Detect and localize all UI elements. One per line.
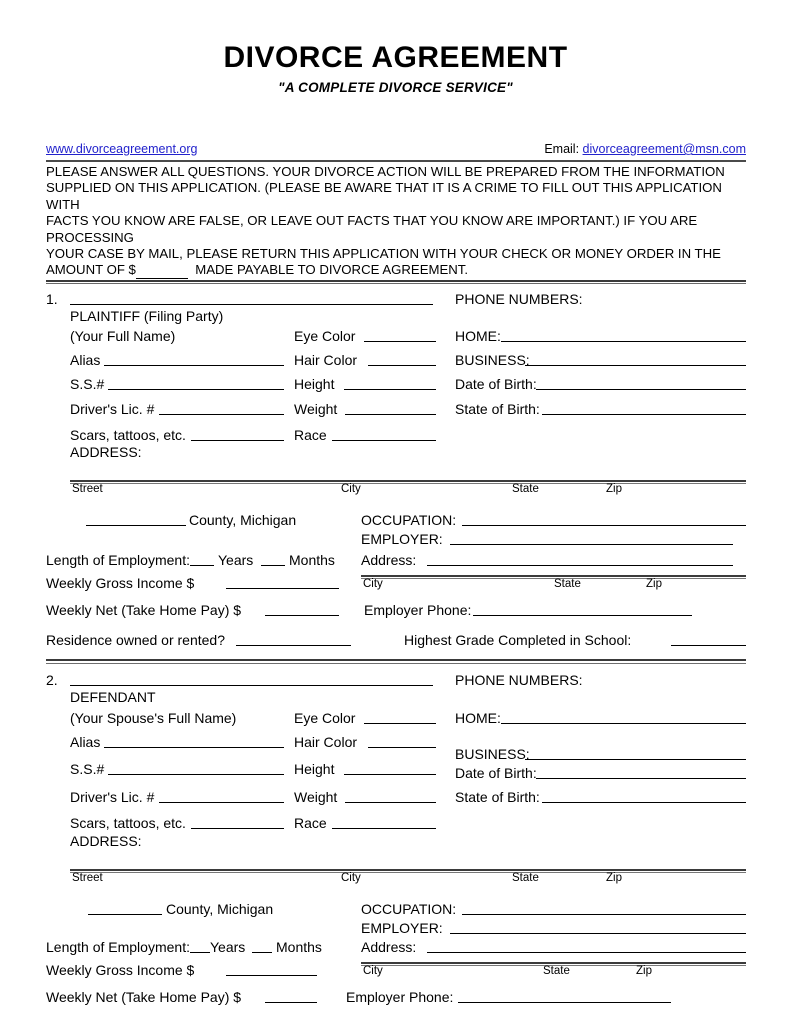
- defendant-race-label: Race: [294, 814, 327, 831]
- defendant-drivers-lic-input[interactable]: [159, 789, 284, 803]
- plaintiff-number: 1.: [46, 291, 58, 308]
- instructions-divider: [46, 280, 746, 285]
- defendant-ssn-label: S.S.#: [70, 760, 105, 777]
- document-content: [46, 140, 746, 1005]
- defendant-weight-input[interactable]: [345, 789, 436, 803]
- plaintiff-hair-color-label: Hair Color: [294, 352, 358, 369]
- defendant-height-input[interactable]: [344, 761, 436, 775]
- defendant-role-label: DEFENDANT: [70, 688, 156, 705]
- defendant-name-hint: (Your Spouse's Full Name): [70, 709, 237, 726]
- defendant-employer-address-input[interactable]: [427, 939, 746, 953]
- defendant-employer-phone-input[interactable]: [458, 989, 671, 1003]
- amount-suffix: MADE PAYABLE TO DIVORCE AGREEMENT.: [195, 262, 469, 278]
- plaintiff-hair-color-input[interactable]: [368, 352, 436, 366]
- defendant-city-label: City: [341, 871, 361, 884]
- page-title: DIVORCE AGREEMENT: [223, 41, 568, 74]
- defendant-employer-address-label: Address:: [361, 938, 417, 955]
- plaintiff-highest-grade-input[interactable]: [671, 632, 746, 646]
- instructions-line-1: PLEASE ANSWER ALL QUESTIONS. YOUR DIVORCE ACTION WILL BE PREPARED FROM THE INFORMATION: [46, 164, 725, 179]
- plaintiff-weight-label: Weight: [294, 401, 338, 418]
- plaintiff-weight-input[interactable]: [345, 401, 436, 415]
- plaintiff-employer-input[interactable]: [450, 531, 733, 545]
- defendant-street-label: Street: [72, 871, 103, 884]
- defendant-weekly-net-label: Weekly Net (Take Home Pay) $: [46, 988, 242, 1005]
- plaintiff-occupation-label: OCCUPATION:: [361, 512, 457, 529]
- defendant-county-label: County, Michigan: [166, 900, 274, 917]
- defendant-business-phone-input[interactable]: [525, 746, 746, 760]
- plaintiff-eye-color-input[interactable]: [364, 328, 436, 342]
- plaintiff-weekly-net-label: Weekly Net (Take Home Pay) $: [46, 602, 242, 619]
- defendant-employer-state-label: State: [543, 964, 570, 977]
- plaintiff-years-label: Years: [218, 552, 254, 569]
- plaintiff-residence-input[interactable]: [236, 632, 351, 646]
- defendant-weekly-gross-label: Weekly Gross Income $: [46, 961, 195, 978]
- defendant-address-label: ADDRESS:: [70, 832, 142, 849]
- plaintiff-role-label: PLAINTIFF (Filing Party): [70, 308, 224, 325]
- defendant-alias-label: Alias: [70, 733, 101, 750]
- plaintiff-employer-state-label: State: [554, 578, 581, 591]
- plaintiff-county-input[interactable]: [86, 512, 186, 526]
- defendant-weight-label: Weight: [294, 788, 338, 805]
- defendant-alias-input[interactable]: [104, 734, 284, 748]
- defendant-home-phone-input[interactable]: [501, 710, 746, 724]
- defendant-height-label: Height: [294, 760, 335, 777]
- email-label: Email:: [544, 142, 580, 156]
- contact-links-row: [46, 140, 746, 160]
- plaintiff-business-phone-label: BUSINESS:: [455, 352, 530, 369]
- plaintiff-employment-years-input[interactable]: [190, 552, 214, 566]
- defendant-state-label: State: [512, 871, 539, 884]
- plaintiff-state-of-birth-input[interactable]: [542, 401, 746, 415]
- plaintiff-ssn-label: S.S.#: [70, 376, 105, 393]
- instructions-line-4: YOUR CASE BY MAIL, PLEASE RETURN THIS APPLICATION WITH YOUR CHECK OR MONEY ORDER IN THE: [46, 246, 721, 262]
- defendant-section: [46, 671, 746, 1005]
- defendant-hair-color-label: Hair Color: [294, 733, 358, 750]
- defendant-number: 2.: [46, 671, 58, 688]
- plaintiff-height-label: Height: [294, 376, 335, 393]
- plaintiff-race-label: Race: [294, 427, 327, 444]
- plaintiff-drivers-lic-input[interactable]: [159, 401, 284, 415]
- amount-prefix: AMOUNT OF $: [46, 262, 136, 278]
- plaintiff-street-label: Street: [72, 483, 103, 496]
- plaintiff-employer-address-label: Address:: [361, 552, 417, 569]
- plaintiff-drivers-lic-label: Driver's Lic. #: [70, 401, 155, 418]
- plaintiff-scars-label: Scars, tattoos, etc.: [70, 427, 186, 444]
- defendant-length-employment-label: Length of Employment:: [46, 938, 190, 955]
- plaintiff-weekly-gross-input[interactable]: [226, 575, 339, 589]
- plaintiff-employer-label: EMPLOYER:: [361, 531, 443, 548]
- plaintiff-occupation-input[interactable]: [462, 512, 746, 526]
- defendant-months-label: Months: [276, 938, 322, 955]
- defendant-name-input[interactable]: [70, 672, 433, 686]
- defendant-ssn-input[interactable]: [108, 761, 284, 775]
- defendant-eye-color-label: Eye Color: [294, 709, 356, 726]
- plaintiff-dob-label: Date of Birth:: [455, 376, 537, 393]
- plaintiff-home-phone-input[interactable]: [501, 328, 746, 342]
- defendant-employer-input[interactable]: [450, 920, 746, 934]
- plaintiff-employer-address-input[interactable]: [427, 552, 733, 566]
- defendant-dob-label: Date of Birth:: [455, 764, 537, 781]
- instructions-block: [46, 164, 746, 279]
- defendant-employer-label: EMPLOYER:: [361, 919, 443, 936]
- instructions-line-5: [46, 262, 746, 278]
- defendant-hair-color-input[interactable]: [368, 734, 436, 748]
- plaintiff-ssn-input[interactable]: [108, 376, 284, 390]
- section-divider: [46, 659, 746, 664]
- plaintiff-alias-label: Alias: [70, 352, 101, 369]
- plaintiff-address-label: ADDRESS:: [70, 444, 142, 461]
- plaintiff-county-label: County, Michigan: [189, 512, 297, 529]
- plaintiff-city-label: City: [341, 483, 361, 496]
- defendant-employer-zip-label: Zip: [636, 964, 652, 977]
- defendant-race-input[interactable]: [332, 815, 436, 829]
- defendant-employer-phone-label: Employer Phone:: [346, 988, 454, 1005]
- plaintiff-home-phone-label: HOME:: [455, 328, 501, 345]
- defendant-years-label: Years: [210, 938, 246, 955]
- defendant-employer-city-label: City: [363, 964, 383, 977]
- plaintiff-employment-months-input[interactable]: [261, 552, 285, 566]
- plaintiff-length-employment-label: Length of Employment:: [46, 552, 190, 569]
- plaintiff-phone-numbers-label: PHONE NUMBERS:: [455, 291, 583, 308]
- defendant-dob-input[interactable]: [536, 765, 746, 779]
- plaintiff-section: [46, 290, 746, 649]
- defendant-occupation-label: OCCUPATION:: [361, 900, 457, 917]
- instructions-line-3: FACTS YOU KNOW ARE FALSE, OR LEAVE OUT FACTS THAT YOU KNOW ARE IMPORTANT.) IF YOU ARE PROCESSING: [46, 213, 698, 245]
- plaintiff-months-label: Months: [289, 552, 335, 569]
- defendant-state-of-birth-input[interactable]: [542, 789, 746, 803]
- plaintiff-weekly-gross-label: Weekly Gross Income $: [46, 575, 195, 592]
- defendant-zip-label: Zip: [606, 871, 622, 884]
- instructions-line-2: SUPPLIED ON THIS APPLICATION. (PLEASE BE AWARE THAT IT IS A CRIME TO FILL OUT THIS APPLICATION WITH: [46, 180, 722, 212]
- plaintiff-employer-city-label: City: [363, 578, 383, 591]
- defendant-weekly-gross-input[interactable]: [226, 962, 317, 976]
- defendant-employment-months-input[interactable]: [252, 939, 272, 953]
- plaintiff-zip-label: Zip: [606, 483, 622, 496]
- defendant-employment-years-input[interactable]: [190, 939, 210, 953]
- email-link[interactable]: divorceagreement@msn.com: [582, 142, 746, 156]
- plaintiff-dob-input[interactable]: [536, 376, 746, 390]
- defendant-address-rule: [70, 869, 746, 873]
- plaintiff-state-of-birth-label: State of Birth:: [455, 401, 540, 418]
- plaintiff-name-hint: (Your Full Name): [70, 328, 176, 345]
- plaintiff-scars-input[interactable]: [191, 427, 284, 441]
- defendant-drivers-lic-label: Driver's Lic. #: [70, 788, 155, 805]
- header-divider: [46, 160, 746, 162]
- plaintiff-residence-label: Residence owned or rented?: [46, 632, 226, 649]
- plaintiff-address-rule: [70, 480, 746, 484]
- amount-input-blank[interactable]: [136, 265, 188, 279]
- plaintiff-alias-input[interactable]: [104, 352, 284, 366]
- defendant-county-input[interactable]: [88, 901, 162, 915]
- defendant-business-phone-label: BUSINESS:: [455, 745, 530, 762]
- defendant-state-of-birth-label: State of Birth:: [455, 788, 540, 805]
- defendant-weekly-net-input[interactable]: [265, 989, 317, 1003]
- defendant-scars-label: Scars, tattoos, etc.: [70, 814, 186, 831]
- defendant-scars-input[interactable]: [191, 815, 284, 829]
- defendant-occupation-input[interactable]: [462, 901, 746, 915]
- plaintiff-business-phone-input[interactable]: [525, 352, 746, 366]
- email-block: [544, 142, 746, 156]
- plaintiff-state-label: State: [512, 483, 539, 496]
- defendant-phone-numbers-label: PHONE NUMBERS:: [455, 671, 583, 688]
- plaintiff-highest-grade-label: Highest Grade Completed in School:: [404, 632, 632, 649]
- defendant-eye-color-input[interactable]: [364, 710, 436, 724]
- defendant-home-phone-label: HOME:: [455, 709, 501, 726]
- plaintiff-employer-phone-label: Employer Phone:: [364, 602, 472, 619]
- plaintiff-weekly-net-input[interactable]: [265, 602, 339, 616]
- website-link[interactable]: www.divorceagreement.org: [46, 142, 198, 156]
- plaintiff-height-input[interactable]: [344, 376, 436, 390]
- plaintiff-name-input[interactable]: [70, 291, 433, 305]
- page-subtitle: "A COMPLETE DIVORCE SERVICE": [278, 79, 513, 95]
- plaintiff-eye-color-label: Eye Color: [294, 328, 356, 345]
- plaintiff-employer-zip-label: Zip: [646, 578, 662, 591]
- plaintiff-race-input[interactable]: [332, 427, 436, 441]
- plaintiff-employer-phone-input[interactable]: [473, 602, 692, 616]
